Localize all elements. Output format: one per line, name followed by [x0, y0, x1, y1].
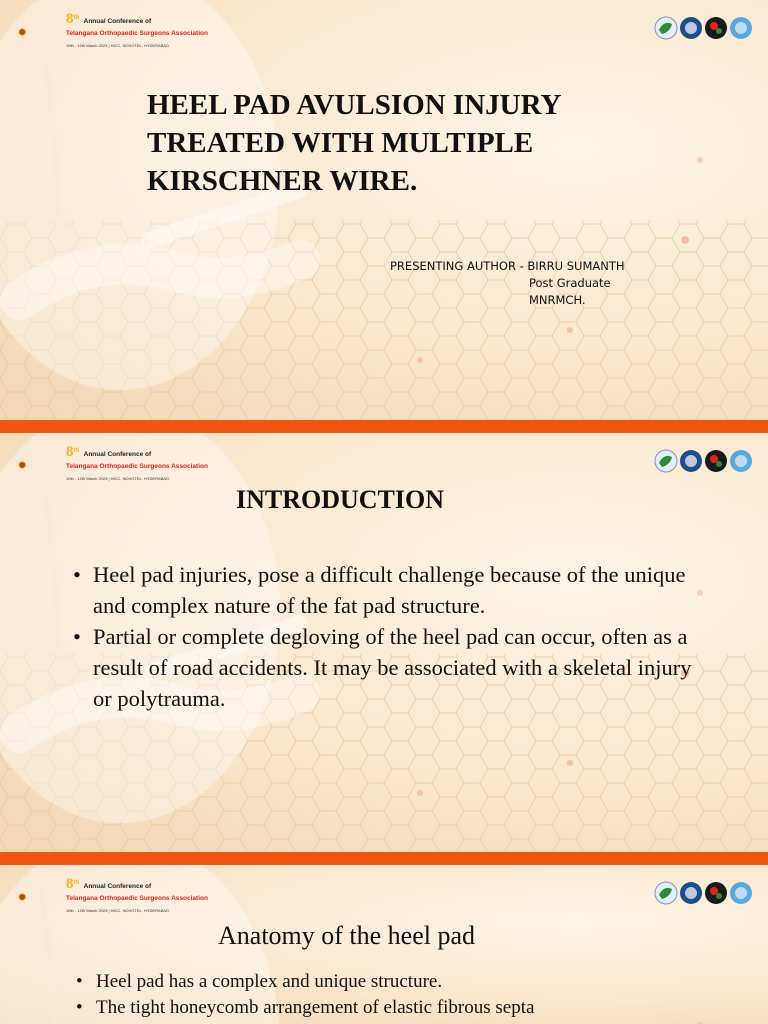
edition-number: 8	[66, 444, 74, 460]
slide-anatomy	[0, 865, 768, 1024]
bullet-list	[73, 559, 713, 714]
author-role: Post Graduate	[529, 276, 611, 290]
logo-line-2: Telangana Orthopaedic Surgeons Association	[66, 463, 208, 470]
conference-logo	[18, 12, 208, 52]
presentation-title	[147, 86, 707, 200]
slide-introduction	[0, 433, 768, 852]
author-name: PRESENTING AUTHOR - BIRRU SUMANTH	[390, 259, 625, 273]
edition-number: 8	[66, 11, 74, 27]
logo-line-3: 10th - 12th March 2023 | HICC, NOVOTEL, HYDERABAD	[66, 476, 169, 481]
partner-logos-icon	[654, 443, 754, 479]
slide-heading: Anatomy of the heel pad	[218, 921, 476, 950]
conference-logo	[18, 445, 208, 485]
tossa-emblem-icon	[18, 445, 58, 485]
tossa-emblem-icon	[18, 12, 58, 52]
slide-title	[0, 0, 768, 420]
edition-number: 8	[66, 876, 74, 892]
slide-divider	[0, 420, 768, 433]
edition-suffix: th	[73, 15, 80, 21]
title-line-3: KIRSCHNER WIRE.	[147, 165, 418, 197]
tossa-emblem-icon	[18, 877, 58, 917]
edition-suffix: th	[73, 448, 80, 454]
author-block	[390, 258, 625, 309]
conference-logo	[18, 877, 208, 917]
bullet-list	[76, 969, 716, 1021]
slide-heading: INTRODUCTION	[235, 485, 445, 514]
bullet-item: • The tight honeycomb arrangement of elastic fibrous septa	[76, 995, 716, 1021]
logo-line-1: Annual Conference of	[83, 18, 152, 25]
edition-suffix: th	[73, 880, 80, 886]
bullet-item: • Partial or complete degloving of the heel pad can occur, often as a result of road accidents. It may be associated with a skeletal injury or polytrauma.	[73, 621, 713, 714]
background-illustration	[0, 0, 768, 420]
logo-line-2: Telangana Orthopaedic Surgeons Association	[66, 30, 208, 37]
logo-line-3: 10th - 12th March 2023 | HICC, NOVOTEL, HYDERABAD	[66, 43, 169, 48]
logo-line-1: Annual Conference of	[83, 883, 152, 890]
title-line-1: HEEL PAD AVULSION INJURY	[147, 89, 562, 121]
partner-logos-icon	[654, 10, 754, 46]
logo-line-3: 10th - 12th March 2023 | HICC, NOVOTEL, HYDERABAD	[66, 908, 169, 913]
author-institution: MNRMCH.	[529, 293, 586, 307]
bullet-item: • Heel pad has a complex and unique structure.	[76, 969, 716, 995]
title-line-2: TREATED WITH MULTIPLE	[147, 127, 534, 159]
logo-line-1: Annual Conference of	[83, 451, 152, 458]
partner-logos-icon	[654, 875, 754, 911]
logo-line-2: Telangana Orthopaedic Surgeons Association	[66, 895, 208, 902]
slide-divider	[0, 852, 768, 865]
bullet-item: • Heel pad injuries, pose a difficult challenge because of the unique and complex nature of the fat pad structure.	[73, 559, 713, 621]
